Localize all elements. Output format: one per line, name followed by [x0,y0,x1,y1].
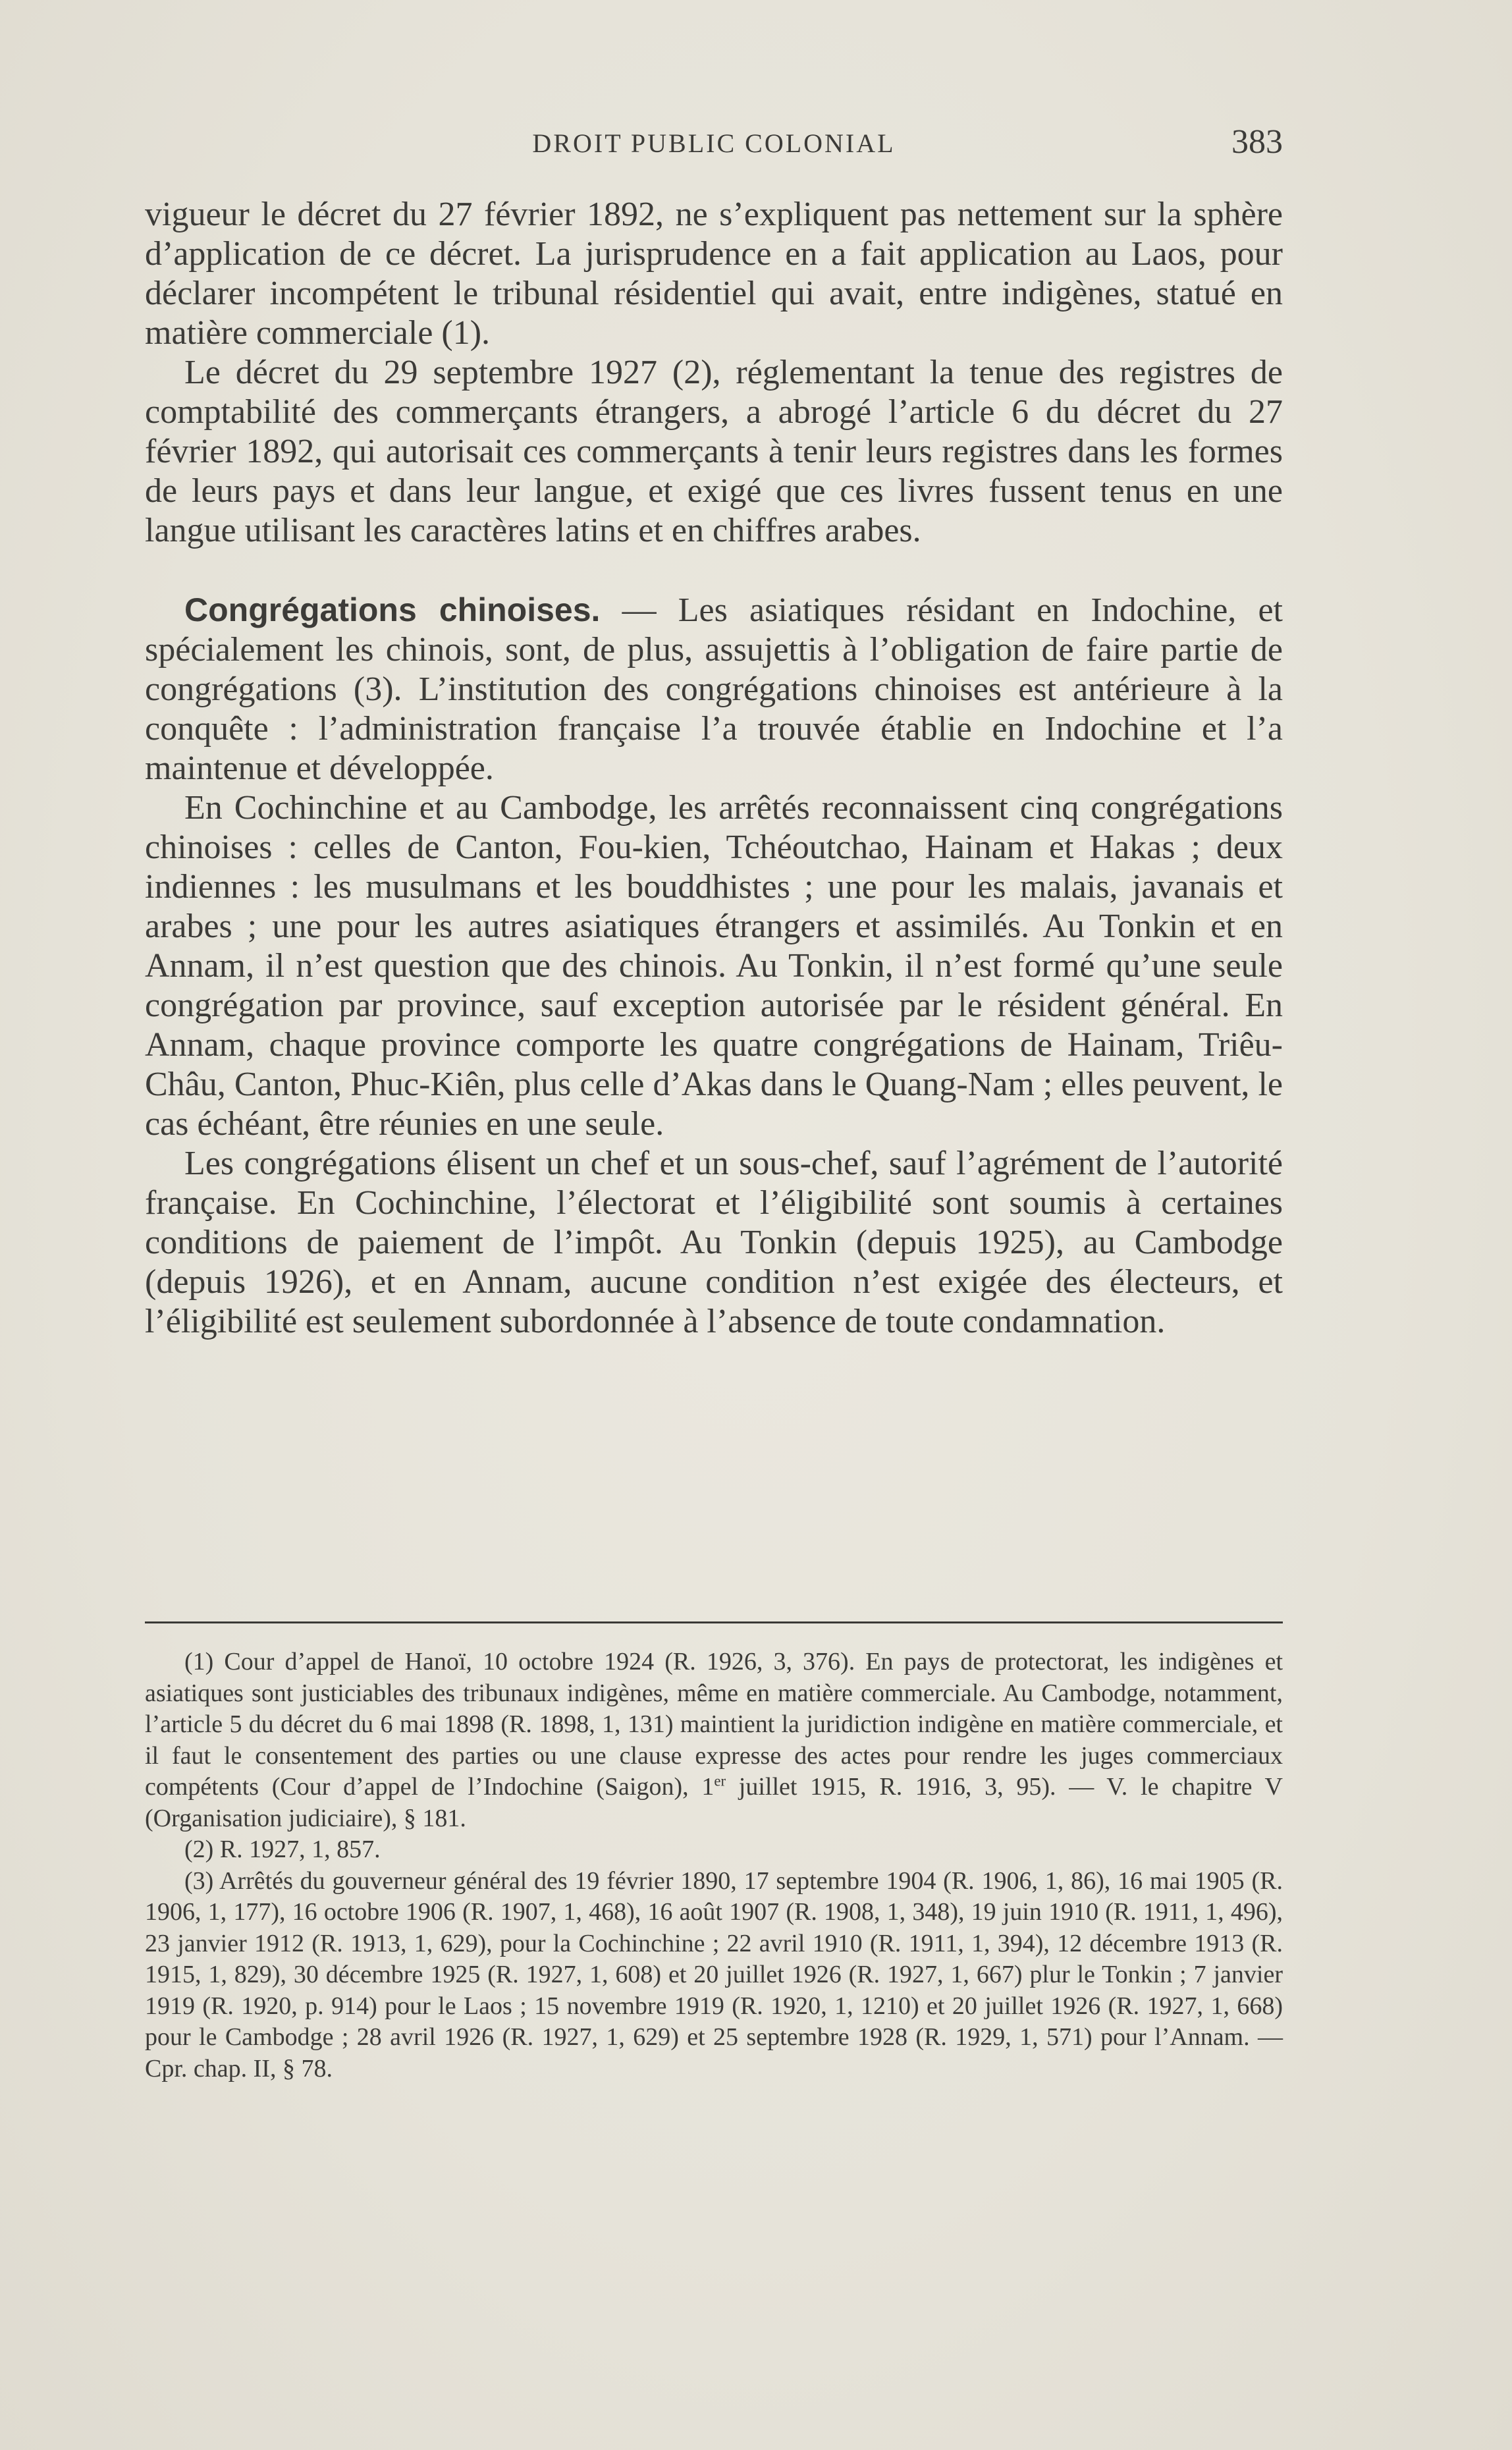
paragraph-elections: Les congrégations élisent un chef et un sous-chef, sauf l’agrément de l’autorité française. En Cochinchine, l’électorat et l’éligibilité sont soumis à certaines conditions de paiement de l’impôt. Au Tonkin (depuis 1925), au Cambodge (depuis 1926), et en Annam, aucune condition n’est exigée des électeurs, et l’éligibilité est seulement subordonnée à l’absence de toute condamnation. [145,1145,1283,1340]
paragraph-decret-1927: Le décret du 29 septembre 1927 (2), réglementant la tenue des registres de comptabilité des commerçants étrangers, a abrogé l’article 6 du décret du 27 février 1892, qui autorisait ces commerçants à tenir leurs registres dans les formes de leurs pays et dans leur langue, et exigé que ces livres fussent tenus en une langue utilisant les caractères latins et en chiffres arabes. [145,354,1283,549]
footnote-1-text: (1) Cour d’appel de Hanoï, 10 octobre 1924 (R. 1926, 3, 376). En pays de protectorat, les indigènes et asiatiques sont justiciables des tribunaux indigènes, même en matière commerciale. Au Cambodge, notamment, l’article 5 du décret du 6 mai 1898 (R. 1898, 1, 131) maintient la juridiction indigène en matière commerciale, et il faut le consentement des parties ou une clause expresse des actes pour rendre les juges commerciaux compétents (Cour d’appel de l’Indochine (Saigon), 1 [145,1648,1283,1801]
footnotes [145,1647,1283,2084]
footnote-1 [145,1647,1283,1834]
footnote-2: (2) R. 1927, 1, 857. [184,1836,381,1863]
footnote-1-text-end: juillet 1915, R. 1916, 3, 95). — V. le chapitre V (Organisation judiciaire), § 181. [145,1773,1283,1832]
section-heading: Congrégations chinoises. [184,591,601,628]
running-title: DROIT PUBLIC COLONIAL [532,128,896,158]
main-text [145,195,1283,1342]
page-header [145,122,1283,169]
footnote-1-superscript: er [714,1772,726,1789]
footnote-separator [145,1621,1283,1623]
page-number: 383 [1231,123,1283,161]
paragraph-cochinchine-cambodge: En Cochinchine et au Cambodge, les arrêtés reconnaissent cinq congrégations chinoises : celles de Canton, Fou-kien, Tchéoutchao, Hainam et Hakas ; deux indiennes : les musulmans et les bouddhistes ; une pour les malais, javanais et arabes ; une pour les autres asiatiques étrangers et assimilés. Au Tonkin et en Annam, il n’est question que des chinois. Au Tonkin, il n’est formé qu’une seule congrégation par province, sauf exception autorisée par le résident général. En Annam, chaque province comporte les quatre congrégations de Hainam, Triêu-Châu, Canton, Phuc-Kiên, plus celle d’Akas dans le Quang-Nam ; elles peuvent, le cas échéant, être réunies en une seule. [145,789,1283,1143]
paragraph-continuation: vigueur le décret du 27 février 1892, ne s’expliquent pas nettement sur la sphère d’application de ce décret. La jurisprudence en a fait application au Laos, pour déclarer incompétent le tribunal résidentiel qui avait, entre indigènes, statué en matière commerciale (1). [145,196,1283,352]
footnote-3: (3) Arrêtés du gouverneur général des 19 février 1890, 17 septembre 1904 (R. 1906, 1, 86), 16 mai 1905 (R. 1906, 1, 177), 16 octobre 1906 (R. 1907, 1, 468), 16 août 1907 (R. 1908, 1, 348), 19 juin 1910 (R. 1911, 1, 496), 23 janvier 1912 (R. 1913, 1, 629), pour la Cochinchine ; 22 avril 1910 (R. 1911, 1, 394), 12 décembre 1913 (R. 1915, 1, 829), 30 décembre 1925 (R. 1927, 1, 608) et 20 juillet 1926 (R. 1927, 1, 667) plur le Tonkin ; 7 janvier 1919 (R. 1920, p. 914) pour le Laos ; 15 novembre 1919 (R. 1920, 1, 1210) et 20 juillet 1926 (R. 1927, 1, 668) pour le Cambodge ; 28 avril 1926 (R. 1927, 1, 629) et 25 septembre 1928 (R. 1929, 1, 571) pour l’Annam. — Cpr. chap. II, § 78. [145,1866,1283,2082]
paragraph-congregations-text: — Les asiatiques résidant en Indochine, et spécialement les chinois, sont, de plus, assujettis à l’obligation de faire partie de congrégations (3). L’institution des congrégations chinoises est antérieure à la conquête : l’administration française l’a trouvée établie en Indochine et l’a maintenue et développée. [145,591,1283,787]
paragraph-congregations-intro [145,590,1283,788]
